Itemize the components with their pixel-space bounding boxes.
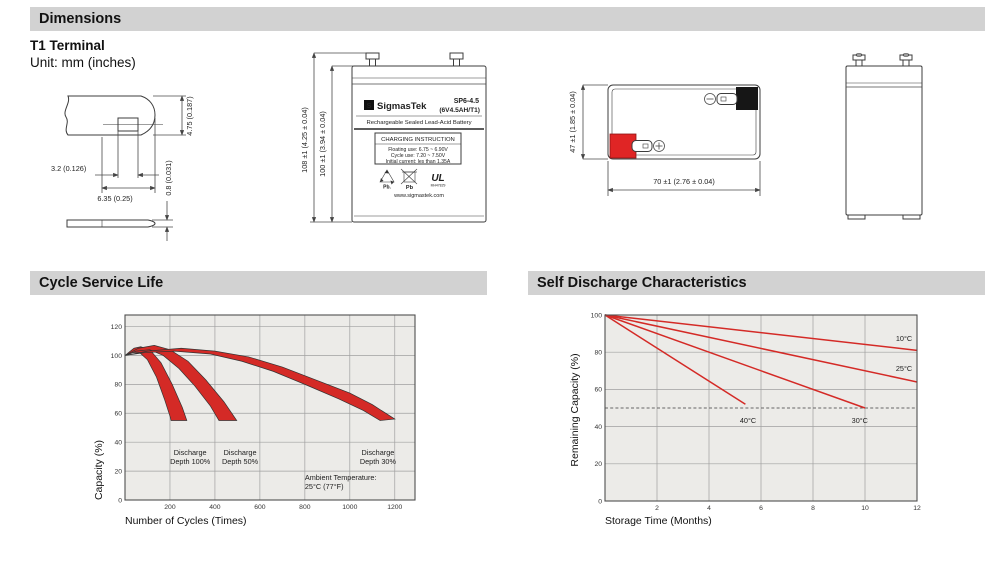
x-tick-label: 8 (811, 505, 815, 512)
dim-terminal-thickness: 0.8 (0.031) (164, 160, 173, 196)
cycle-service-life-chart (78, 302, 458, 552)
x-tick-label: 4 (707, 505, 711, 512)
y-axis-title: Capacity (%) (93, 439, 105, 501)
model-rating: (6V4.5AH/T1) (439, 107, 480, 114)
chart-annotation: 25°C (77°F) (304, 481, 344, 491)
x-tick-label: 1000 (342, 504, 358, 511)
y-tick-label: 60 (114, 410, 122, 418)
website-text: www.sigmastek.com (394, 193, 444, 199)
x-axis-title: Number of Cycles (Times) (125, 515, 247, 527)
chart-annotation: Depth 30% (359, 457, 396, 467)
y-tick-label: 80 (594, 349, 602, 357)
battery-side-view (835, 45, 940, 235)
positive-terminal-tab (632, 141, 652, 152)
y-tick-label: 20 (114, 468, 122, 476)
terminal-post (450, 53, 463, 59)
base-foot (903, 215, 920, 219)
terminal-drawing (45, 83, 265, 245)
cycle-service-life-title: Cycle Service Life (39, 275, 164, 291)
brand-logo-letter: S (366, 101, 372, 110)
battery-top-view (565, 60, 800, 210)
chart-annotation: Depth 50% (222, 457, 259, 467)
x-tick-label: 6 (759, 505, 763, 512)
y-tick-label: 40 (114, 439, 122, 447)
y-tick-label: 20 (594, 461, 602, 469)
x-tick-label: 1200 (387, 504, 403, 511)
x-tick-label: 800 (299, 504, 311, 511)
dimensions-section-bar (30, 7, 985, 31)
terminal-type-heading: T1 Terminal (30, 38, 105, 53)
y-axis-title: Remaining Capacity (%) (569, 353, 581, 467)
cycle-service-life-section-bar (30, 271, 487, 295)
dim-terminal-height: 4.75 (0.187) (185, 96, 194, 136)
x-tick-label: 400 (209, 504, 221, 511)
dim-container-height: 100 ±1 (3.94 ± 0.04) (318, 111, 327, 177)
battery-front-view (300, 45, 505, 240)
y-tick-label: 100 (590, 312, 602, 320)
chart-annotation: Discharge (223, 448, 257, 458)
chart-annotation: Ambient Temperature: (304, 472, 377, 482)
brand-name: SigmasTek (377, 101, 427, 112)
terminal-post (853, 55, 865, 60)
self-discharge-title: Self Discharge Characteristics (537, 275, 747, 291)
self-discharge-chart (560, 302, 960, 552)
terminal-post-stem (903, 60, 909, 66)
charging-line3: Initial current: les than 1.35A (385, 159, 451, 165)
chart-annotation: 10°C (895, 334, 913, 344)
chart-annotation: Depth 100% (170, 457, 211, 467)
chart-annotation: 25°C (895, 363, 913, 373)
dim-overall-height: 108 ±1 (4.25 ± 0.04) (300, 107, 309, 173)
battery-body (846, 66, 922, 215)
base-foot (848, 215, 865, 219)
negative-terminal-block (736, 87, 758, 110)
negative-terminal-tab (717, 94, 737, 105)
dim-depth: 47 ±1 (1.85 ± 0.04) (568, 91, 577, 153)
terminal-post (900, 55, 912, 60)
charging-title: CHARGING INSTRUCTION (381, 137, 455, 143)
x-tick-label: 2 (655, 505, 659, 512)
x-axis-title: Storage Time (Months) (605, 515, 712, 527)
x-tick-label: 200 (164, 504, 176, 511)
recycle-pb-text: Pb. (383, 184, 391, 191)
battery-type-text: Rechargeable Sealed Lead-Acid Battery (366, 120, 472, 126)
chart-annotation: 40°C (739, 415, 757, 425)
ul-file-number: MH47829 (430, 183, 446, 188)
terminal-post (366, 53, 379, 59)
terminal-post-stem (454, 59, 460, 66)
y-tick-label: 0 (118, 497, 122, 505)
terminal-post-stem (856, 60, 862, 66)
y-tick-label: 60 (594, 386, 602, 394)
model-number: SP6-4.5 (453, 98, 479, 105)
self-discharge-section-bar (528, 271, 985, 295)
charging-line2: Cycle use: 7.20 ~ 7.50V (390, 153, 446, 159)
terminal-plate-outline (67, 220, 155, 227)
terminal-post-stem (370, 59, 376, 66)
unit-note: Unit: mm (inches) (30, 55, 136, 70)
bin-pb-text: Pb (405, 185, 414, 191)
y-tick-label: 100 (110, 352, 122, 360)
y-tick-label: 0 (598, 498, 602, 506)
x-tick-label: 10 (861, 505, 869, 512)
dim-width: 70 ±1 (2.76 ± 0.04) (653, 177, 715, 186)
dim-terminal-width: 6.35 (0.25) (97, 194, 133, 203)
y-tick-label: 120 (110, 323, 122, 331)
terminal-tab-outline (65, 96, 155, 135)
dimensions-title: Dimensions (39, 11, 122, 27)
chart-annotation: 30°C (851, 415, 868, 425)
y-tick-label: 80 (114, 381, 122, 389)
x-tick-label: 12 (913, 505, 921, 512)
chart-annotation: Discharge (173, 448, 207, 458)
y-tick-label: 40 (594, 423, 602, 431)
charging-line1: Floating use: 6.75 ~ 6.90V (388, 147, 448, 153)
dim-terminal-hole: 3.2 (0.126) (51, 164, 87, 173)
x-tick-label: 600 (254, 504, 266, 511)
chart-annotation: Discharge (361, 448, 395, 458)
ul-mark-icon: UL (431, 173, 445, 184)
